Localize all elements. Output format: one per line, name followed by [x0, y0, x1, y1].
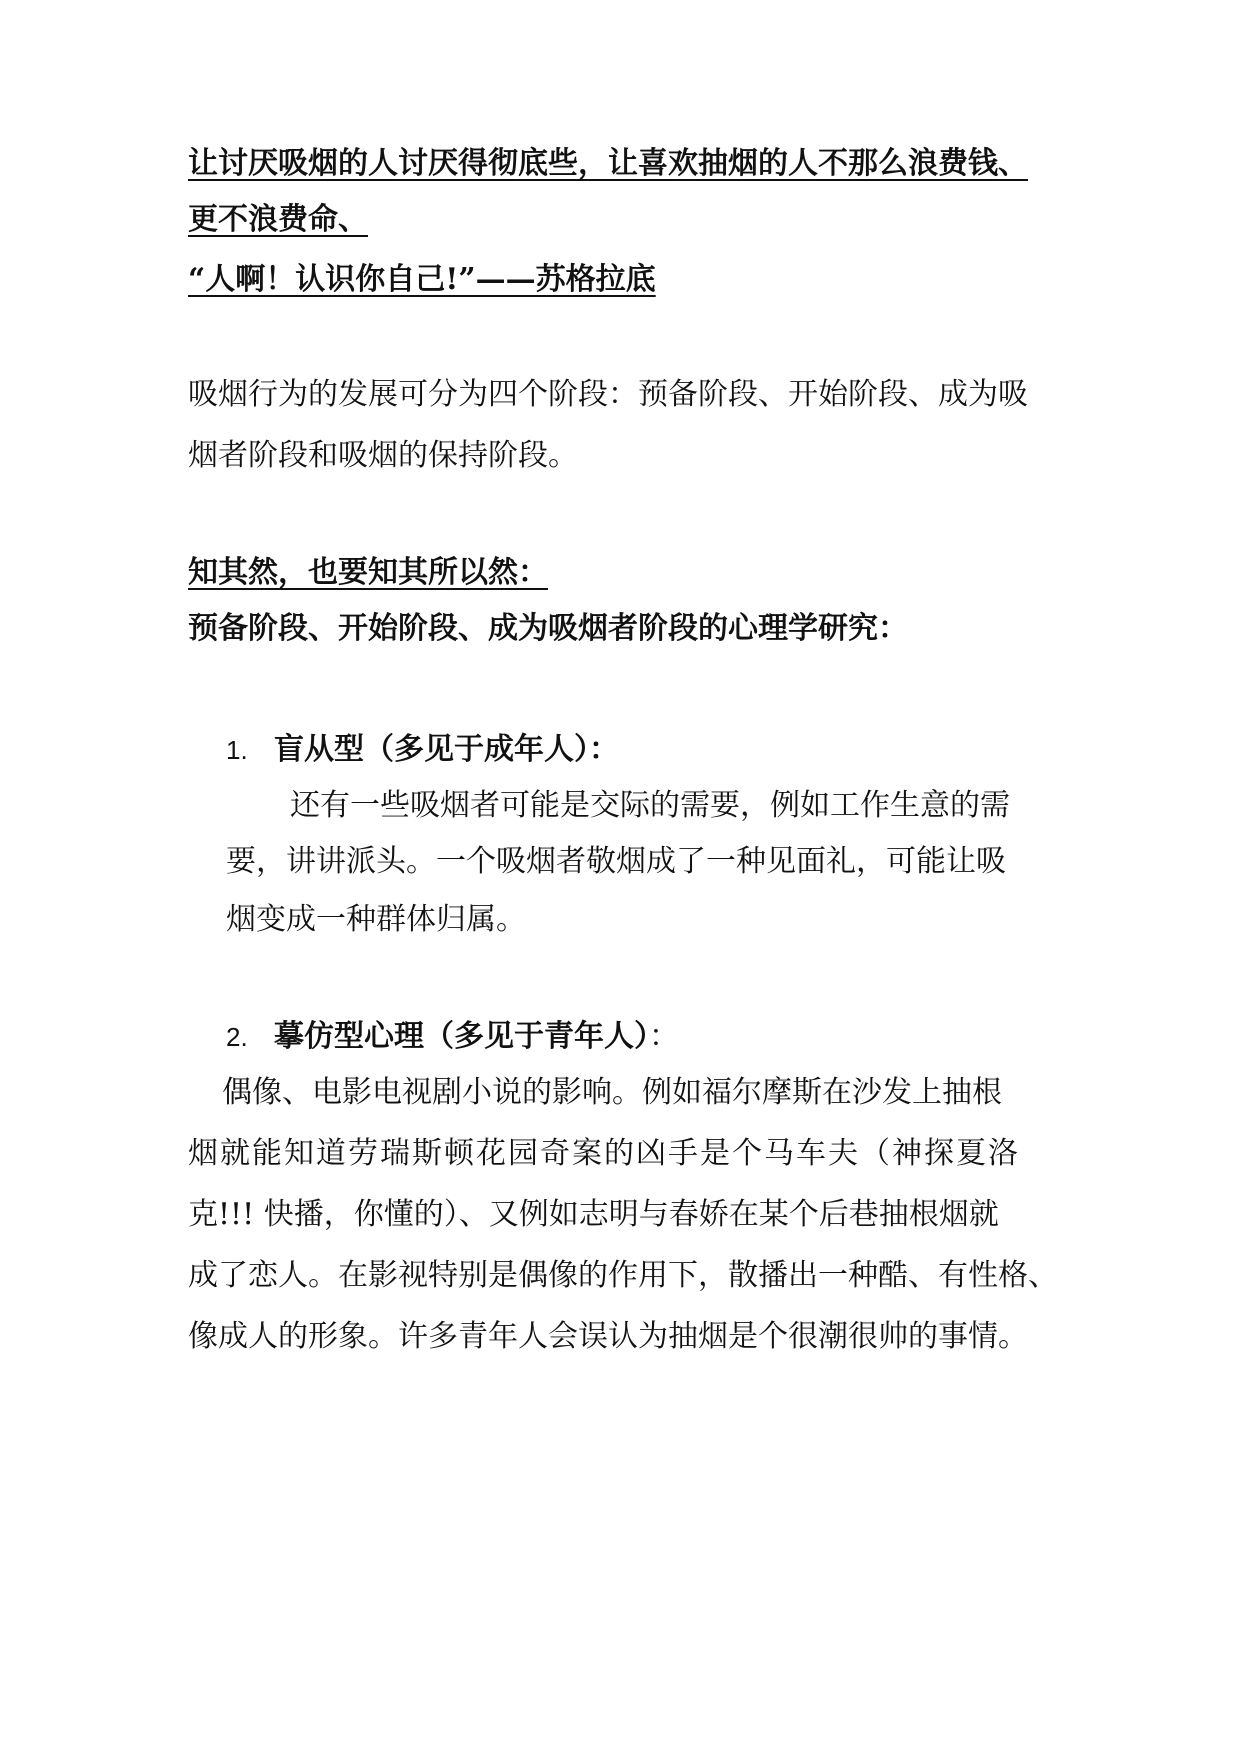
intro-line-1: 吸烟行为的发展可分为四个阶段：预备阶段、开始阶段、成为吸: [188, 377, 1028, 412]
header-line-2: 更不浪费命、: [188, 202, 368, 237]
item-2-line-1: 偶像、电影电视剧小说的影响。例如福尔摩斯在沙发上抽根: [222, 1075, 1002, 1110]
item-2-line-5: 像成人的形象。许多青年人会误认为抽烟是个很潮很帅的事情。: [188, 1319, 1028, 1354]
item-2-heading: [226, 1017, 679, 1057]
item-1-line-1: 还有一些吸烟者可能是交际的需要，例如工作生意的需: [290, 788, 1010, 823]
item-2-line-3: 克!!! 快播，你懂的）、又例如志明与春娇在某个后巷抽根烟就: [188, 1197, 999, 1232]
item-2-title: 摹仿型心理（多见于青年人）: [274, 1019, 649, 1054]
item-2-line-4: 成了恋人。在影视特别是偶像的作用下，散播出一种酷、有性格、: [188, 1258, 1058, 1293]
item-1-title: 盲从型（多见于成年人）：: [274, 732, 619, 767]
intro-line-2: 烟者阶段和吸烟的保持阶段。: [188, 438, 578, 473]
item-2-number: 2.: [226, 1022, 248, 1052]
item-1-line-3: 烟变成一种群体归属。: [226, 902, 526, 937]
item-1-line-2: 要，讲讲派头。一个吸烟者敬烟成了一种见面礼，可能让吸: [226, 844, 1006, 879]
header-line-1: 让讨厌吸烟的人讨厌得彻底些，让喜欢抽烟的人不那么浪费钱、: [188, 146, 1028, 181]
item-1-number: 1.: [226, 735, 248, 765]
item-2-line-2: 烟就能知道劳瑞斯顿花园奇案的凶手是个马车夫（神探夏洛: [188, 1136, 1020, 1171]
section-heading-1: 知其然，也要知其所以然：: [188, 555, 548, 590]
section-heading-2: 预备阶段、开始阶段、成为吸烟者阶段的心理学研究：: [188, 611, 908, 646]
item-2-title-suffix: ：: [649, 1019, 679, 1054]
socrates-quote: “人啊！认识你自己!”——苏格拉底: [188, 262, 656, 297]
item-1-heading: [226, 730, 619, 770]
